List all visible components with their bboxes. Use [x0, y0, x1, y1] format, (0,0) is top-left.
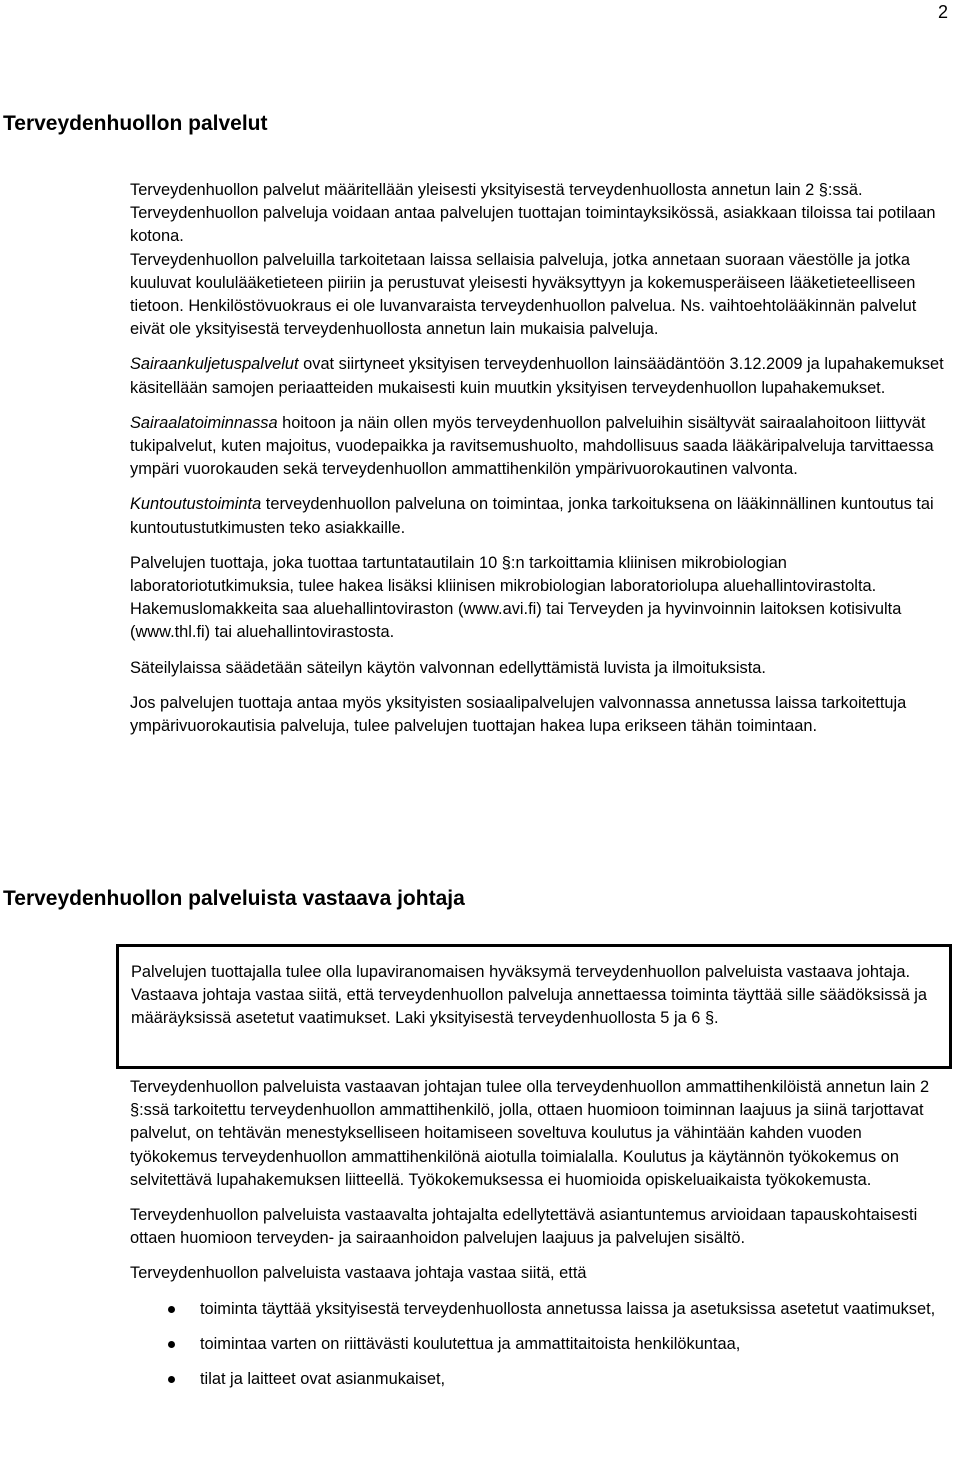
- responsibility-list: [130, 1298, 950, 1392]
- bullet-icon: [168, 1306, 175, 1313]
- section-heading-vastaava-johtaja: Terveydenhuollon palveluista vastaava johtaja: [3, 887, 465, 910]
- page-number: 2: [937, 2, 948, 22]
- bullet-icon: [168, 1341, 175, 1348]
- term-sairaalatoiminnassa: Sairaalatoiminnassa: [130, 413, 278, 432]
- section-palvelut-body: [130, 179, 950, 750]
- paragraph-mikrobiologia: Palvelujen tuottaja, joka tuottaa tartuntatautilain 10 §:n tarkoittamia kliinisen mikrobiologian laboratoriotutkimuksia, tulee hakea lisäksi kliinisen mikrobiologian laboratoriolupa aluehallintovirastolta. Hakemuslomakkeita saa aluehallintoviraston (www.avi.fi) tai Terveyden ja hyvinvoinnin laitoksen kotisivulta (www.thl.fi) tai aluehallintovirastosta.: [130, 553, 902, 642]
- term-kuntoutustoiminta: Kuntoutustoiminta: [130, 495, 262, 514]
- list-item-text: tilat ja laitteet ovat asianmukaiset,: [200, 1370, 446, 1389]
- paragraph-johtaja-patevyys: Terveydenhuollon palveluista vastaavan johtajan tulee olla terveydenhuollon ammattihenkilöistä annetun lain 2 §:ssä tarkoitettu terveydenhuollon ammattihenkilö, jolla, ottaen huomioon toiminnan laajuus ja siinä tarjottavat palvelut, on tehtävän menestykselliseen hoitamiseen soveltuva koulutus ja vähintään kahden vuoden työkokemus terveydenhuollon ammattihenkilönä aiotulla toimialalla. Koulutus ja käytännön työkokemus on selvitettävä lupahakemuksen liitteellä. Työkokemuksessa ei huomioida opiskeluaikaista työkokemusta.: [130, 1078, 930, 1189]
- list-item: [130, 1298, 950, 1321]
- paragraph-vastuut-intro: Terveydenhuollon palveluista vastaava johtaja vastaa siitä, että: [130, 1264, 587, 1283]
- list-item: [130, 1368, 950, 1391]
- paragraph-sateilylaki: Säteilylaissa säädetään säteilyn käytön valvonnan edellyttämistä luvista ja ilmoituksista.: [130, 658, 766, 677]
- paragraph-definition: Terveydenhuollon palvelut määritellään yleisesti yksityisestä terveydenhuollosta annetun lain 2 §:ssä. Terveydenhuollon palveluja voidaan antaa palvelujen tuottajan toimintayksikössä, asiakkaan tiloissa tai potilaan kotona.: [130, 181, 936, 246]
- paragraph-sairaalatoiminta: [130, 412, 950, 482]
- list-item-text: toiminta täyttää yksityisestä terveydenhuollosta annetussa laissa ja asetuksissa asetetut vaatimukset,: [200, 1299, 936, 1318]
- paragraph-sairaankuljetus: [130, 353, 950, 399]
- paragraph-asiantuntemus: Terveydenhuollon palveluista vastaavalta johtajalta edellytettävä asiantuntemus arvioidaan tapauskohtaisesti ottaen huomioon terveyden- ja sairaanhoidon palvelujen laajuus ja palvelujen sisältö.: [130, 1206, 918, 1248]
- list-item: [130, 1333, 950, 1356]
- legal-requirement-box: [116, 944, 952, 1069]
- list-item-text: toimintaa varten on riittävästi koulutettua ja ammattitaitoista henkilökuntaa,: [200, 1334, 741, 1353]
- paragraph-sosiaalipalvelut: Jos palvelujen tuottaja antaa myös yksityisten sosiaalipalvelujen valvonnassa annetussa laissa tarkoitettuja ympärivuorokautisia palveluja, tulee palvelujen tuottajan hakea lupa erikseen tähän toimintaan.: [130, 693, 907, 736]
- section-johtaja-body: [130, 1076, 950, 1403]
- section-heading-palvelut: Terveydenhuollon palvelut: [3, 112, 268, 135]
- paragraph-kuntoutustoiminta: [130, 493, 950, 539]
- paragraph-palveluilla: Terveydenhuollon palveluilla tarkoitetaan laissa sellaisia palveluja, jotka annetaan suoraan väestölle ja jotka kuuluvat koululääketieteen piiriin ja perustuvat yleisesti hyväksyttyyn ja kokemusperäiseen lääketieteelliseen tietoon. Henkilöstövuokraus ei ole luvanvaraista terveydenhuollon palvelua. Ns. vaihtoehtolääkinnän palvelut eivät ole yksityisestä terveydenhuollosta annetun lain mukaisia palveluja.: [130, 250, 917, 339]
- bullet-icon: [168, 1376, 175, 1383]
- term-sairaankuljetuspalvelut: Sairaankuljetuspalvelut: [130, 355, 299, 374]
- legal-requirement-text: Palvelujen tuottajalla tulee olla lupaviranomaisen hyväksymä terveydenhuollon palveluista vastaava johtaja. Vastaava johtaja vastaa siitä, että terveydenhuollon palveluja annettaessa toiminta täyttää sille säädöksissä ja määräyksissä asetetut vaatimukset. Laki yksityisestä terveydenhuollosta 5 ja 6 §.: [131, 963, 928, 1028]
- paragraph-sairaankuljetus-text: ovat siirtyneet yksityisen terveydenhuollon lainsäädäntöön 3.12.2009 ja lupahakemukset käsitellään samojen periaatteiden mukaisesti kuin muutkin yksityisen terveydenhuollon lupahakemukset.: [130, 355, 944, 397]
- paragraph-kuntoutustoiminta-text: terveydenhuollon palveluna on toimintaa, jonka tarkoituksena on lääkinnällinen kuntoutus tai kuntoutustutkimusten teko asiakkaille.: [130, 495, 934, 537]
- paragraph-sairaalatoiminta-text: hoitoon ja näin ollen myös terveydenhuollon palveluihin sisältyvät sairaalahoitoon liittyvät tukipalvelut, kuten majoitus, vuodepaikka ja ravitsemushuolto, mahdollisuus saada lääkäripalveluja tarvittaessa ympäri vuorokauden sekä terveydenhuollon ammattihenkilön ympärivuorokautinen valvonta.: [130, 413, 934, 479]
